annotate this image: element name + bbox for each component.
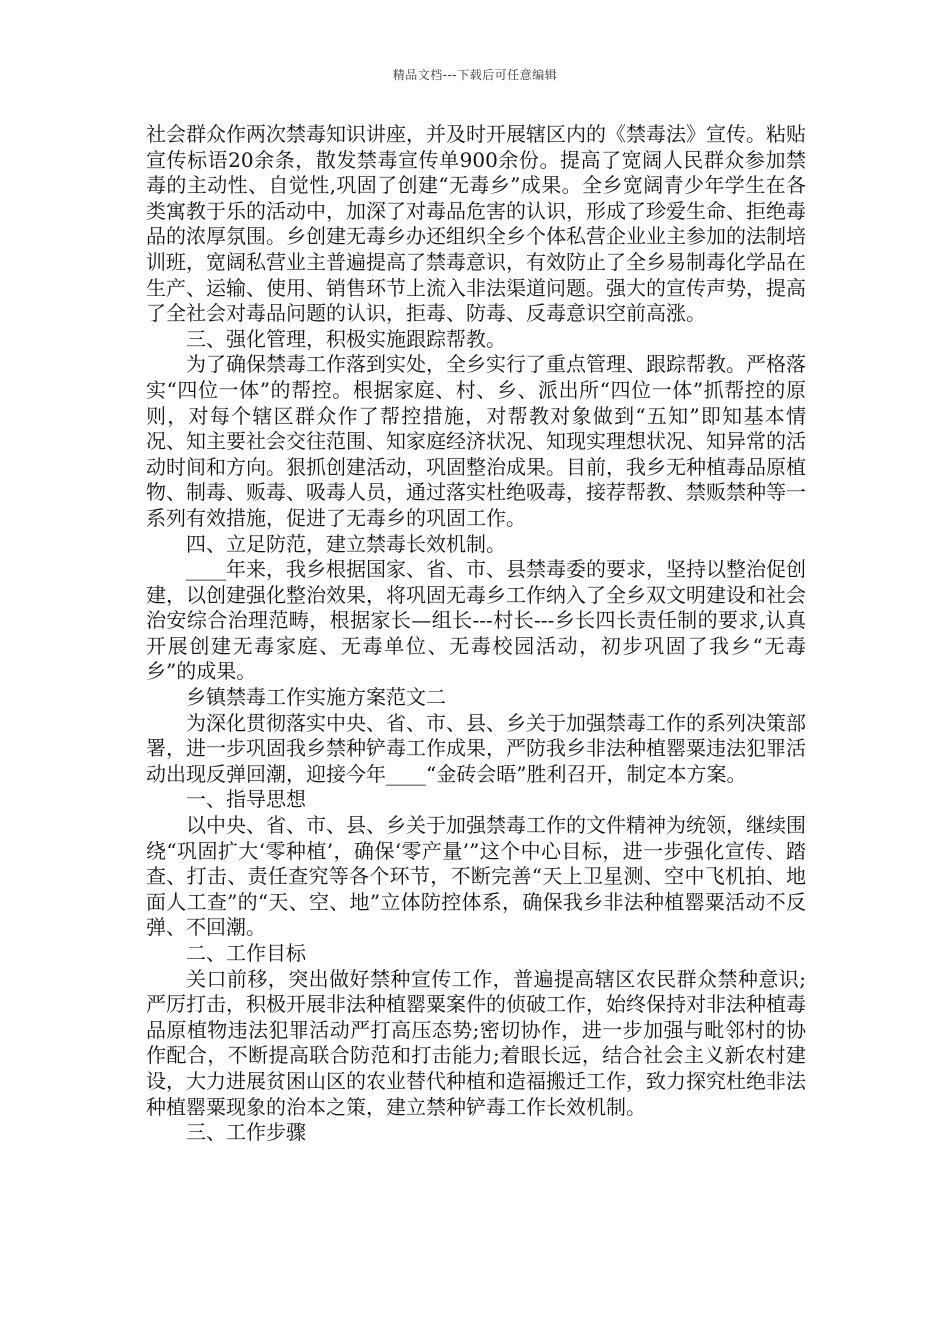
paragraph: 以中央、省、市、县、乡关于加强禁毒工作的文件精神为统领，继续围绕“巩固扩大‘零种植’，确保‘零产量’”这个中心目标，进一步强化宣传、踏查、打击、责任查究等各个环节，不断完善“天上卫星测、空中飞机拍、地面人工查”的“天、空、地”立体防控体系，确保我乡非法种植罂粟活动不反弹、不回潮。 bbox=[146, 813, 806, 940]
page-header: 精品文档---下载后可任意编辑 bbox=[392, 68, 558, 82]
section-heading: 一、指导思想 bbox=[186, 787, 306, 812]
section-heading: 三、强化管理，积极实施跟踪帮教。 bbox=[186, 326, 506, 351]
section-heading: 三、工作步骤 bbox=[186, 1120, 306, 1145]
paragraph: 关口前移，突出做好禁种宣传工作，普遍提高辖区农民群众禁种意识;严厉打击，积极开展非法种植罂粟案件的侦破工作，始终保持对非法种植毒品原植物违法犯罪活动严打高压态势;密切协作，进一步加强与毗邻村的协作配合，不断提高联合防范和打击能力;着眼长远，结合社会主义新农村建设，大力进展贫困山区的农业替代种植和造福搬迁工作，致力探究杜绝非法种植罂粟现象的治本之策，建立禁种铲毒工作长效机制。 bbox=[146, 966, 806, 1119]
paragraph: 社会群众作两次禁毒知识讲座，并及时开展辖区内的《禁毒法》宣传。粘贴宣传标语20余条，散发禁毒宣传单900余份。提高了宽阔人民群众参加禁毒的主动性、自觉性,巩固了创建“无毒乡”成果。全乡宽阔青少年学生在各类寓教于乐的活动中，加深了对毒品危害的认识，形成了珍爱生命、拒绝毒品的浓厚氛围。乡创建无毒乡办还组织全乡个体私营企业业主参加的法制培训班，宽阔私营业主普遍提高了禁毒意识，有效防止了全乡易制毒化学品在生产、运输、使用、销售环节上流入非法渠道问题。强大的宣传声势，提高了全社会对毒品问题的认识，拒毒、防毒、反毒意识空前高涨。 bbox=[146, 122, 806, 326]
paragraph: 为了确保禁毒工作落到实处，全乡实行了重点管理、跟踪帮教。严格落实“四位一体”的帮控。根据家庭、村、乡、派出所“四位一体”抓帮控的原则，对每个辖区群众作了帮控措施，对帮教对象做到“五知”即知基本情况、知主要社会交往范围、知家庭经济状况、知现实理想状况、知异常的活动时间和方向。狠抓创建活动，巩固整治成果。目前，我乡无种植毒品原植物、制毒、贩毒、吸毒人员，通过落实杜绝吸毒，接荐帮教、禁贩禁种等一系列有效措施，促进了无毒乡的巩固工作。 bbox=[146, 352, 806, 530]
section-heading: 四、立足防范，建立禁毒长效机制。 bbox=[186, 531, 506, 556]
paragraph: ____年来，我乡根据国家、省、市、县禁毒委的要求，坚持以整治促创建，以创建强化整治效果，将巩固无毒乡工作纳入了全乡双文明建设和社会治安综合治理范畴，根据家长—组长---村长---乡长四长责任制的要求,认真开展创建无毒家庭、无毒单位、无毒校园活动，初步巩固了我乡“无毒乡”的成果。 bbox=[146, 557, 806, 684]
document-title: 乡镇禁毒工作实施方案范文二 bbox=[186, 685, 446, 710]
section-heading: 二、工作目标 bbox=[186, 941, 306, 965]
document-body bbox=[146, 122, 806, 1146]
paragraph: 为深化贯彻落实中央、省、市、县、乡关于加强禁毒工作的系列决策部署，进一步巩固我乡禁种铲毒工作成果，严防我乡非法种植罂粟违法犯罪活动出现反弹回潮，迎接今年____“金砖会晤”胜利召开，制定本方案。 bbox=[146, 710, 806, 786]
